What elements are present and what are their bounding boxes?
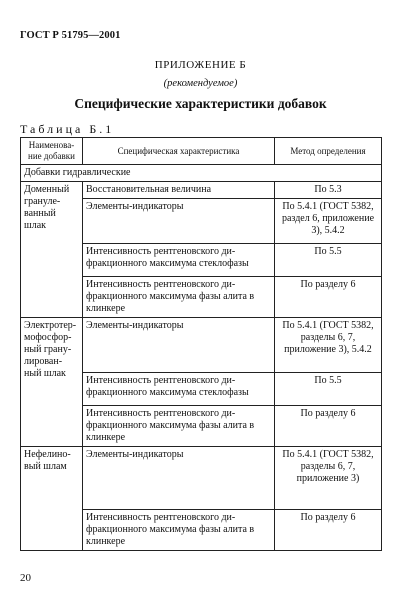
method-cell: По 5.4.1 (ГОСТ 5382, разделы 6, 7, приложение 3), 5.4.2 (275, 318, 382, 373)
document-code: ГОСТ Р 51795—2001 (20, 30, 121, 41)
characteristic-cell: Интенсивность рентгеновского ди-фракционного максимума стеклофазы (83, 244, 275, 277)
characteristic-cell: Интенсивность рентгеновского ди-фракционного максимума стеклофазы (83, 373, 275, 406)
method-cell: По разделу 6 (275, 510, 382, 551)
additive-name: Нефелино-вый шлам (21, 447, 83, 551)
method-cell: По 5.3 (275, 182, 382, 199)
characteristic-cell: Интенсивность рентгеновского ди-фракционного максимума фазы алита в клинкере (83, 277, 275, 318)
method-cell: По 5.4.1 (ГОСТ 5382, раздел 6, приложение 3), 5.4.2 (275, 199, 382, 244)
appendix-heading: ПРИЛОЖЕНИЕ Б (154, 59, 247, 71)
header-characteristic: Специфическая характеристика (83, 138, 275, 165)
table-row (21, 447, 382, 510)
header-method: Метод определения (275, 138, 382, 165)
characteristic-cell: Элементы-индикаторы (83, 447, 275, 510)
table-caption: Таблица Б.1 (20, 122, 115, 136)
additive-name: Доменный грануле-ванный шлак (21, 182, 83, 318)
characteristic-cell: Элементы-индикаторы (83, 199, 275, 244)
appendix-status: (рекомендуемое) (163, 78, 238, 89)
additive-name: Электротер-мофосфор-ный грану-лирован-ный шлак (21, 318, 83, 447)
characteristic-cell: Восстановительная величина (83, 182, 275, 199)
group-row (21, 165, 382, 182)
additives-table (20, 137, 382, 551)
method-cell: По 5.5 (275, 373, 382, 406)
page-title: Специфические характеристики добавок (74, 96, 327, 111)
characteristic-cell: Интенсивность рентгеновского ди-фракционного максимума фазы алита в клинкере (83, 406, 275, 447)
table-row (21, 182, 382, 199)
method-cell: По 5.4.1 (ГОСТ 5382, разделы 6, 7, приложение 3) (275, 447, 382, 510)
method-cell: По 5.5 (275, 244, 382, 277)
table-header-row (21, 138, 382, 165)
characteristic-cell: Интенсивность рентгеновского ди-фракционного максимума фазы алита в клинкере (83, 510, 275, 551)
header-additive-name: Наименова-ние добавки (21, 138, 83, 165)
page-number: 20 (20, 572, 31, 584)
method-cell: По разделу 6 (275, 406, 382, 447)
method-cell: По разделу 6 (275, 277, 382, 318)
characteristic-cell: Элементы-индикаторы (83, 318, 275, 373)
group-title: Добавки гидравлические (21, 165, 382, 182)
table-row (21, 318, 382, 373)
